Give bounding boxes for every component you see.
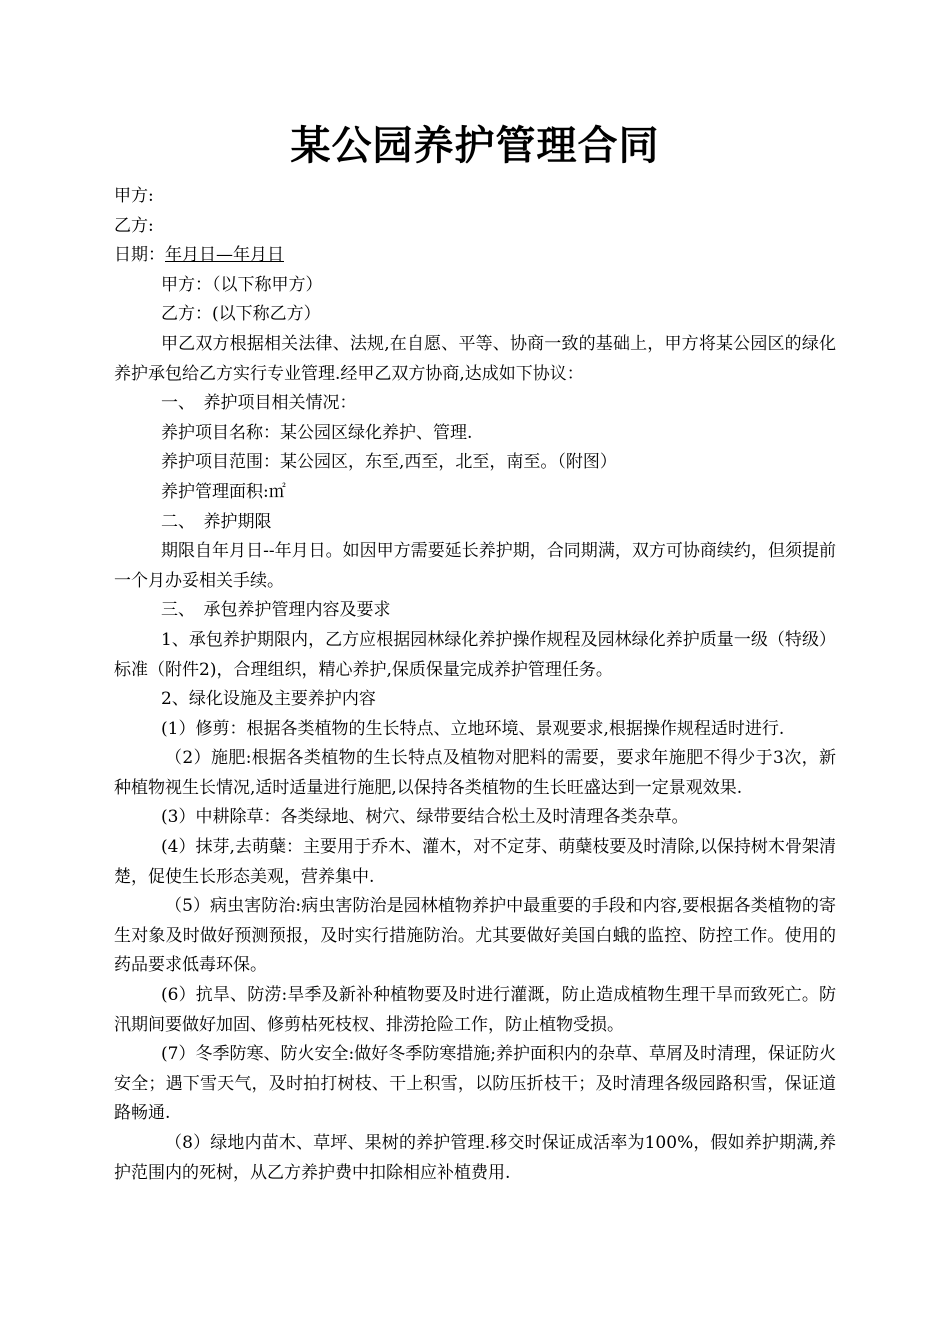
- document-body: [114, 182, 836, 1188]
- clause-item: （5）病虫害防治:病虫害防治是园林植物养护中最重要的手段和内容,要根据各类植物的寄生对象及时做好预测预报，及时实行措施防治。尤其要做好美国白蛾的监控、防控工作。使用的药品要求低毒环保。: [114, 896, 836, 976]
- clause-item: (7）冬季防寒、防火安全:做好冬季防寒措施;养护面积内的杂草、草屑及时清理，保证防火安全；遇下雪天气，及时拍打树枝、干上积雪，以防压折枝干；及时清理各级园路积雪，保证道路畅通.: [114, 1044, 836, 1124]
- preamble-paragraph: 甲乙双方根据相关法律、法规,在自愿、平等、协商一致的基础上，甲方将某公园区的绿化养护承包给乙方实行专业管理.经甲乙双方协商,达成如下协议：: [114, 333, 836, 384]
- clause-item: (3）中耕除草：各类绿地、树穴、绿带要结合松土及时清理各类杂草。: [161, 807, 689, 828]
- date-label: 日期：: [114, 245, 165, 266]
- clause-item: (1）修剪：根据各类植物的生长特点、立地环境、景观要求,根据操作规程适时进行.: [161, 718, 785, 739]
- clause-paragraph: 1、承包养护期限内，乙方应根据园林绿化养护操作规程及园林绿化养护质量一级（特级）标准（附件2)，合理组织，精心养护,保质保量完成养护管理任务。: [114, 629, 836, 680]
- date-value: 年月日—年月日: [165, 245, 284, 266]
- section-heading: 二、 养护期限: [161, 511, 272, 532]
- section-heading: 一、 养护项目相关情况：: [161, 393, 357, 414]
- clause-item: (6）抗旱、防涝:旱季及新补种植物要及时进行灌溉，防止造成植物生理干旱而致死亡。防汛期间要做好加固、修剪枯死枝杈、排涝抢险工作，防止植物受损。: [114, 985, 836, 1035]
- date-line: [114, 241, 836, 271]
- section-heading: 三、 承包养护管理内容及要求: [161, 600, 391, 621]
- project-area: 养护管理面积:㎡: [161, 481, 286, 502]
- clause-item: （8）绿地内苗木、草坪、果树的养护管理.移交时保证成活率为100%，假如养护期满,养护范围内的死树，从乙方养护费中扣除相应补植费用.: [114, 1133, 836, 1183]
- clause-item: (4）抹芽,去萌蘖：主要用于乔木、灌木，对不定芽、萌蘖枝要及时清除,以保持树木骨架清楚，促使生长形态美观，营养集中.: [114, 837, 836, 887]
- clause-paragraph: 2、绿化设施及主要养护内容: [161, 689, 376, 710]
- clause-item: （2）施肥:根据各类植物的生长特点及植物对肥料的需要，要求年施肥不得少于3次，新种植物视生长情况,适时适量进行施肥,以保持各类植物的生长旺盛达到一定景观效果.: [114, 748, 836, 798]
- party-a-definition: 甲方：（以下称甲方）: [161, 274, 323, 295]
- party-b-definition: 乙方：(以下称乙方）: [161, 304, 321, 325]
- term-paragraph: 期限自年月日--年月日。如因甲方需要延长养护期，合同期满，双方可协商续约，但须提前一个月办妥相关手续。: [114, 541, 836, 591]
- document-title: 某公园养护管理合同: [290, 122, 660, 169]
- project-scope: 养护项目范围：某公园区，东至,西至，北至，南至。（附图）: [161, 452, 617, 473]
- party-a-line: 甲方:: [114, 186, 154, 206]
- party-b-line: 乙方:: [114, 215, 154, 236]
- project-name: 养护项目名称：某公园区绿化养护、管理.: [161, 422, 473, 443]
